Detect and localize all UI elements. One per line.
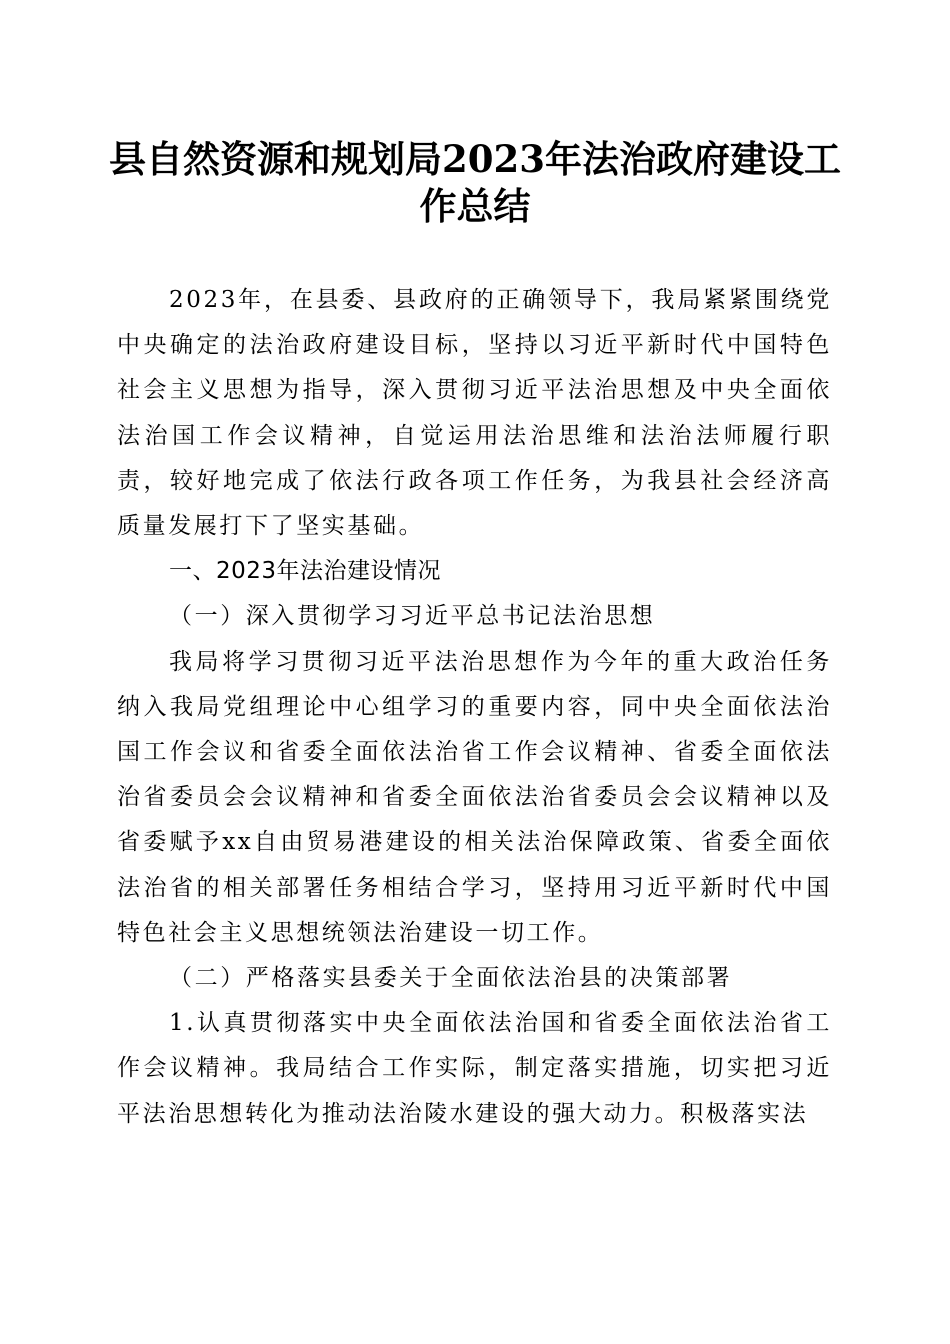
item-1-paragraph: 1.认真贯彻落实中央全面依法治国和省委全面依法治省工作会议精神。我局结合工作实际，制定落实措施，切实把习近平法治思想转化为推动法治陵水建设的强大动力。积极落实法: [117, 1010, 832, 1127]
intro-paragraph: 2023年，在县委、县政府的正确领导下，我局紧紧围绕党中央确定的法治政府建设目标，坚持以习近平新时代中国特色社会主义思想为指导，深入贯彻习近平法治思想及中央全面依法治国工作会议精神，自觉运用法治思维和法治法师履行职责，较好地完成了依法行政各项工作任务，为我县社会经济高质量发展打下了坚实基础。: [117, 287, 832, 540]
subsection-heading-1: （一）深入贯彻学习习近平总书记法治思想: [169, 603, 656, 630]
document-body: [117, 278, 832, 1137]
subsection-1-paragraph: 我局将学习贯彻习近平法治思想作为今年的重大政治任务纳入我局党组理论中心组学习的重要内容，同中央全面依法治国工作会议和省委全面依法治省工作会议精神、省委全面依法治省委员会会议精神和省委全面依法治省委员会会议精神以及省委赋予xx自由贸易港建设的相关法治保障政策、省委全面依法治省的相关部署任务相结合学习，坚持用习近平新时代中国特色社会主义思想统领法治建设一切工作。: [117, 648, 832, 946]
document-title-line-2: 作总结: [419, 184, 531, 228]
subsection-heading-2: （二）严格落实县委关于全面依法治县的决策部署: [169, 965, 733, 992]
document-title-line-1: 县自然资源和规划局2023年法治政府建设工: [109, 137, 841, 181]
section-heading-1: 一、2023年法治建设情况: [169, 558, 442, 585]
